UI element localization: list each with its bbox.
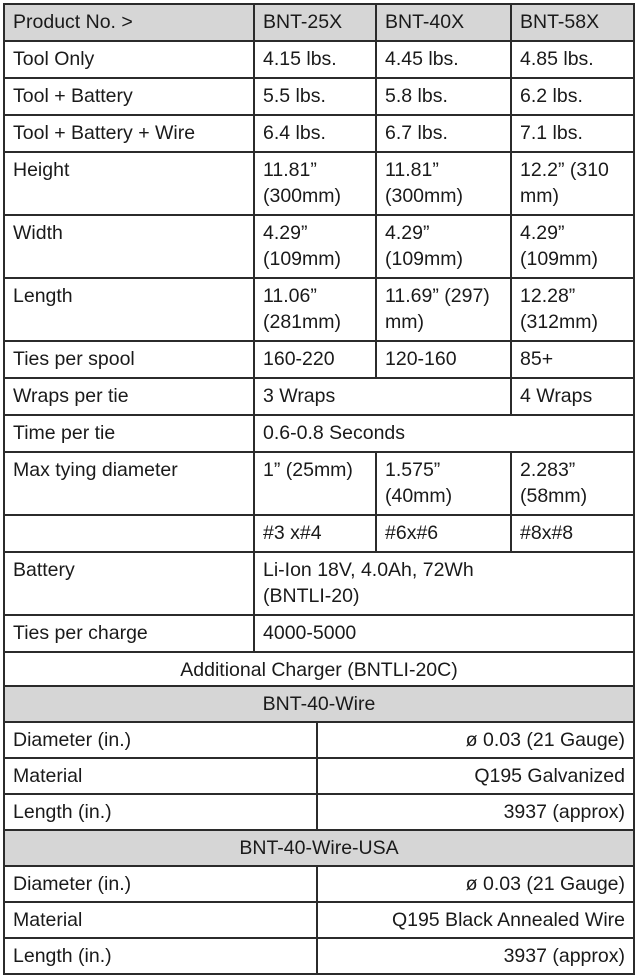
cell-value: Q195 Galvanized: [317, 758, 634, 794]
header-model: BNT-25X: [254, 4, 376, 41]
cell-value: 4.29” (109mm): [376, 215, 511, 278]
table-row: [4, 41, 634, 78]
section-title: BNT-40-Wire-USA: [4, 830, 634, 866]
cell-value: 120-160: [376, 341, 511, 378]
table-row: [4, 378, 634, 415]
cell-value: 4.85 lbs.: [511, 41, 634, 78]
table-row: [4, 515, 634, 552]
row-label: Ties per spool: [4, 341, 254, 378]
section-title: BNT-40-Wire: [4, 686, 634, 722]
table-row: [4, 758, 634, 794]
cell-value: 4.29” (109mm): [511, 215, 634, 278]
cell-value: 5.8 lbs.: [376, 78, 511, 115]
header-model: BNT-58X: [511, 4, 634, 41]
table-row: [4, 78, 634, 115]
cell-value: 1” (25mm): [254, 452, 376, 515]
table-row: [4, 278, 634, 341]
table-row: [4, 452, 634, 515]
table-row: [4, 938, 634, 974]
table-row: [4, 902, 634, 938]
row-label: Diameter (in.): [4, 722, 317, 758]
cell-value: 4.15 lbs.: [254, 41, 376, 78]
cell-value: 6.2 lbs.: [511, 78, 634, 115]
cell-value: 85+: [511, 341, 634, 378]
cell-value: 11.81” (300mm): [376, 152, 511, 215]
row-label: Ties per charge: [4, 615, 254, 652]
row-label: Height: [4, 152, 254, 215]
table-row: [4, 722, 634, 758]
row-label: Length (in.): [4, 938, 317, 974]
table-row: [4, 615, 634, 652]
product-spec-table: [3, 3, 635, 690]
cell-value: 3937 (approx): [317, 938, 634, 974]
row-label: Material: [4, 902, 317, 938]
cell-value: 12.28” (312mm): [511, 278, 634, 341]
cell-value: 2.283” (58mm): [511, 452, 634, 515]
row-label: Width: [4, 215, 254, 278]
row-label: Max tying diameter: [4, 452, 254, 515]
section-header-row: [4, 686, 634, 722]
header-label: Product No. >: [4, 4, 254, 41]
table-header-row: [4, 4, 634, 41]
cell-value: 11.69” (297) mm): [376, 278, 511, 341]
row-label: Time per tie: [4, 415, 254, 452]
cell-value: 4 Wraps: [511, 378, 634, 415]
table-row: [4, 115, 634, 152]
cell-value: #3 x#4: [254, 515, 376, 552]
cell-value: ø 0.03 (21 Gauge): [317, 722, 634, 758]
cell-value: 1.575” (40mm): [376, 452, 511, 515]
table-row: [4, 152, 634, 215]
row-label: [4, 515, 254, 552]
cell-value: 4.45 lbs.: [376, 41, 511, 78]
cell-value: 6.7 lbs.: [376, 115, 511, 152]
table-row: [4, 794, 634, 830]
header-model: BNT-40X: [376, 4, 511, 41]
row-label: Tool + Battery + Wire: [4, 115, 254, 152]
cell-value: #6x#6: [376, 515, 511, 552]
table-row: [4, 415, 634, 452]
table-row: [4, 341, 634, 378]
row-label: Battery: [4, 552, 254, 615]
cell-value: 12.2” (310 mm): [511, 152, 634, 215]
row-label: Length (in.): [4, 794, 317, 830]
table-row: [4, 215, 634, 278]
table-row: [4, 652, 634, 689]
cell-value: 5.5 lbs.: [254, 78, 376, 115]
table-row: [4, 866, 634, 902]
cell-value: 11.06” (281mm): [254, 278, 376, 341]
row-label: Tool Only: [4, 41, 254, 78]
section-header-row: [4, 830, 634, 866]
cell-value: 4.29” (109mm): [254, 215, 376, 278]
cell-value: 11.81” (300mm): [254, 152, 376, 215]
cell-value: 3937 (approx): [317, 794, 634, 830]
row-label: Diameter (in.): [4, 866, 317, 902]
row-label: Material: [4, 758, 317, 794]
cell-value: 4000-5000: [254, 615, 634, 652]
cell-value: Q195 Black Annealed Wire: [317, 902, 634, 938]
wire-spec-table: [3, 685, 635, 975]
cell-value: 3 Wraps: [254, 378, 511, 415]
table-row: [4, 552, 634, 615]
row-label: Tool + Battery: [4, 78, 254, 115]
cell-value: ø 0.03 (21 Gauge): [317, 866, 634, 902]
cell-value: 160-220: [254, 341, 376, 378]
charger-note: Additional Charger (BNTLI-20C): [4, 652, 634, 689]
battery-value: Li-Ion 18V, 4.0Ah, 72Wh (BNTLI-20): [263, 559, 474, 607]
row-label: Length: [4, 278, 254, 341]
cell-value: [254, 552, 634, 615]
row-label: Wraps per tie: [4, 378, 254, 415]
cell-value: 6.4 lbs.: [254, 115, 376, 152]
cell-value: 7.1 lbs.: [511, 115, 634, 152]
cell-value: #8x#8: [511, 515, 634, 552]
cell-value: 0.6-0.8 Seconds: [254, 415, 634, 452]
